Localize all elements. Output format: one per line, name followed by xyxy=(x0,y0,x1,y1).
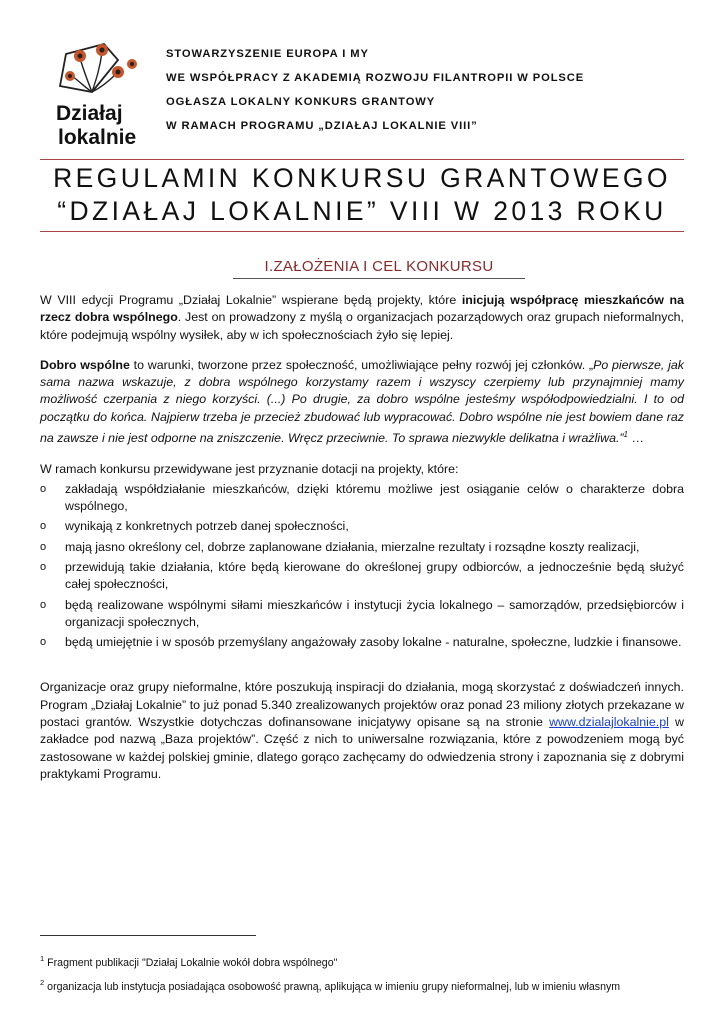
intro-text-c: . Jest on prowadzony z myślą o organizacjach pozarządowych oraz grupach nieformalnych, które podejmują wspólny wysiłek, aby w ich społecznościach żyło się lepiej. xyxy=(40,310,684,342)
list-item xyxy=(40,559,684,594)
document-title xyxy=(40,162,684,228)
list-item-text: przewidują takie działania, które będą kierowane do określonej grupy odbiorców, a jednocześnie będą służyć całej społeczności, xyxy=(65,559,684,592)
list-item xyxy=(40,539,684,556)
header-line-organization: STOWARZYSZENIE EUROPA I MY xyxy=(166,48,369,60)
website-link[interactable]: www.dzialajlokalnie.pl xyxy=(549,715,669,730)
inspiration-paragraph xyxy=(40,679,684,783)
header-line-partner: WE WSPÓŁPRACY Z AKADEMIĄ ROZWOJU FILANTROPII W POLSCE xyxy=(166,72,585,84)
bullet-marker: o xyxy=(40,560,47,573)
inspiration-text-b: w zakładce pod nazwą „Baza projektów”. Część z nich to uniwersalne rozwiązania, które z powodzeniem mogą być zastosowane w każdej polskiej gminie, dlatego gorąco zachęcamy do odwiedzenia strony i zapoznania się z dobrymi praktykami Programu. xyxy=(40,715,684,781)
footnote-number: 2 xyxy=(40,978,45,987)
logo-word-1: Działaj xyxy=(56,102,123,125)
list-item-text: będą umiejętnie i w sposób przemyślany angażowały zasoby lokalne - naturalne, społeczne, ludzkie i finansowe. xyxy=(65,635,682,650)
footnote-ref-1: 1 xyxy=(623,430,628,440)
flower-heads xyxy=(65,44,137,81)
bullet-marker: o xyxy=(40,482,47,495)
footnote-2 xyxy=(40,976,620,994)
intro-text-bold: inicjują współpracę mieszkańców na rzecz dobra wspólnego xyxy=(40,293,684,325)
intro-paragraph xyxy=(40,292,684,344)
footnote-separator xyxy=(40,935,256,936)
criteria-list xyxy=(40,481,684,652)
bullet-marker: o xyxy=(40,520,47,533)
inspiration-text-a: Organizacje oraz grupy nieformalne, które poszukują inspiracji do działania, mogą skorzystać z doświadczeń innych. Program „Działaj Lokalnie” to już ponad 5.340 zrealizowanych projektów oraz ponad 23 miliony złotych przekazane w postaci grantów. Wszystkie dotychczas dofinansowane inicjatywy opisane są na stronie xyxy=(40,680,684,730)
document-body xyxy=(40,292,684,783)
title-line-2: “DZIAŁAJ LOKALNIE” VIII W 2013 ROKU xyxy=(57,196,667,226)
list-item xyxy=(40,597,684,632)
list-item xyxy=(40,518,684,535)
common-good-paragraph xyxy=(40,357,684,448)
projects-intro: W ramach konkursu przewidywane jest przyznanie dotacji na projekty, które: xyxy=(40,461,459,476)
title-top-rule xyxy=(40,159,684,160)
header-line-announcement: OGŁASZA LOKALNY KONKURS GRANTOWY xyxy=(166,96,436,108)
bullet-marker: o xyxy=(40,598,47,611)
common-good-ellipsis: … xyxy=(628,431,644,446)
common-good-definition: to warunki, tworzone przez społeczność, umożliwiające pełny rozwój jej członków. „ xyxy=(129,357,594,372)
common-good-quote: Po pierwsze, jak sama nazwa wskazuje, z dobra wspólnego korzystamy razem i wszyscy czerpiemy lub przynajmniej mamy możliwość czerpania z niego korzyści. (...) Po drugie, za dobro wspólne jesteśmy współodpowiedzialni. I to od początku do końca. Najpierw trzeba je przecież zbudować lub wypracować. Dobro wspólne nie jest bowiem dane raz na zawsze i nie jest odporne na zniszczenie. Wręcz przeciwnie. To sprawa niezwykle delikatna i wrażliwa.” xyxy=(40,357,684,446)
header-organization-lines xyxy=(166,47,584,143)
intro-text-a: W VIII edycji Programu „Działaj Lokalnie” wspierane będą projekty, które xyxy=(40,293,462,307)
bullet-marker: o xyxy=(40,540,47,553)
list-item-text: będą realizowane wspólnymi siłami mieszkańców i instytucji życia lokalnego – samorządów, przedsiębiorców i organizacji społecznych, xyxy=(65,597,684,629)
common-good-term: Dobro wspólne xyxy=(40,357,130,372)
list-item-text: wynikają z konkretnych potrzeb danej społeczności, xyxy=(65,519,349,534)
header-line-program: W RAMACH PROGRAMU „DZIAŁAJ LOKALNIE VIII” xyxy=(166,120,478,132)
bullet-marker: o xyxy=(40,636,47,649)
footnote-text: organizacja lub instytucja posiadająca osobowość prawną, aplikująca w imieniu grupy nieformalnej, lub w imieniu własnym xyxy=(47,981,621,993)
dzialaj-lokalnie-logo xyxy=(52,38,140,150)
footnote-text: Fragment publikacji "Działaj Lokalnie wokół dobra wspólnego" xyxy=(47,957,338,969)
flowers-illustration xyxy=(60,44,118,92)
section-heading: I.ZAŁOŻENIA I CEL KONKURSU xyxy=(233,257,525,279)
title-line-1: REGULAMIN KONKURSU GRANTOWEGO xyxy=(53,163,671,193)
list-item xyxy=(40,481,684,516)
list-item-text: zakładają współdziałanie mieszkańców, dzięki któremu możliwe jest osiąganie celów o charakterze dobra wspólnego, xyxy=(65,481,684,514)
footnote-1 xyxy=(40,952,337,970)
list-item xyxy=(40,634,684,651)
list-item-text: mają jasno określony cel, dobrze zaplanowane działania, mierzalne rezultaty i rozsądne koszty realizacji, xyxy=(65,539,640,554)
title-bottom-rule xyxy=(40,231,684,232)
logo-word-2: lokalnie xyxy=(58,126,137,149)
footnote-number: 1 xyxy=(40,954,45,963)
